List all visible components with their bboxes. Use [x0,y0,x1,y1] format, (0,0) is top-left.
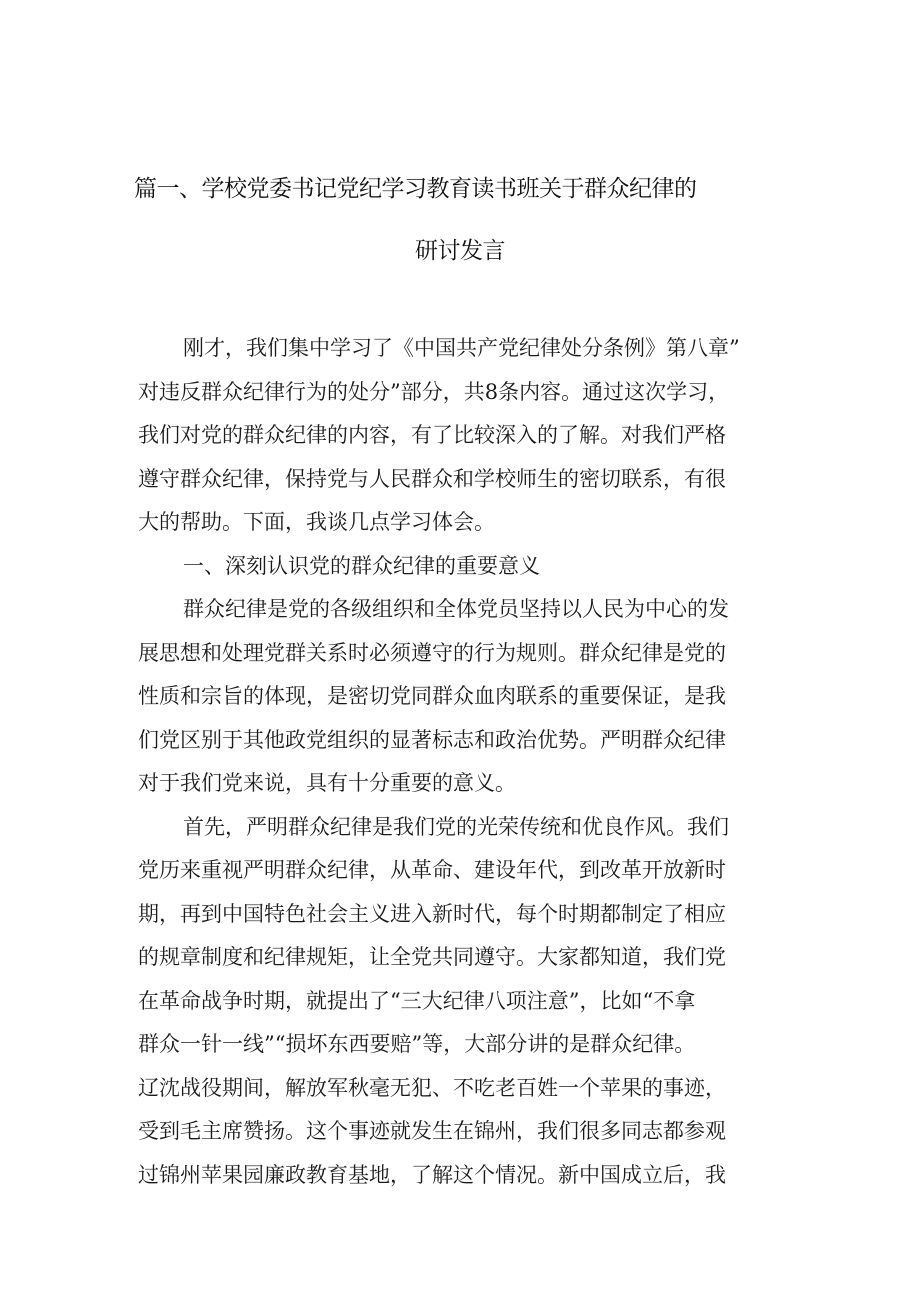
body-line: 刚才，我们集中学习了《中国共产党纪律处分条例》第八章” [183,336,740,360]
document-title-line-2: 研讨发言 [415,238,505,264]
body-line: 首先，严明群众纪律是我们党的光荣传统和优良作风。我们 [183,814,729,839]
body-line: 性质和宗旨的体现，是密切党同群众血肉联系的重要保证，是我 [138,684,726,708]
body-line: 大的帮助。下面，我谈几点学习体会。 [138,510,495,534]
body-line: 过锦州苹果园廉政教育基地，了解这个情况。新中国成立后，我 [138,1162,726,1187]
body-line: 群众一针一线”“损坏东西要赔”等，大部分讲的是群众纪律。 [138,1032,696,1056]
body-line: 受到毛主席赞扬。这个事迹就发生在锦州，我们很多同志都参观 [138,1119,726,1143]
section-heading: 一、深刻认识党的群众纪律的重要意义 [183,553,540,578]
body-line: 在革命战争时期，就提出了“三大纪律八项注意”，比如“不拿 [138,988,696,1013]
body-line: 辽沈战役期间，解放军秋毫无犯、不吃老百姓一个苹果的事迹， [138,1075,726,1100]
document-body [138,327,788,1197]
document-title-line-1: 篇一、学校党委书记党纪学习教育读书班关于群众纪律的 [134,176,697,202]
body-line: 遵守群众纪律，保持党与人民群众和学校师生的密切联系，有很 [138,466,726,491]
body-line: 期，再到中国特色社会主义进入新时代，每个时期都制定了相应 [138,901,726,926]
body-line: 对于我们党来说，具有十分重要的意义。 [138,771,516,795]
body-line: 群众纪律是党的各级组织和全体党员坚持以人民为中心的发 [183,597,729,621]
body-line: 展思想和处理党群关系时必须遵守的行为规则。群众纪律是党的 [138,640,726,665]
body-line: 的规章制度和纪律规矩，让全党共同遵守。大家都知道，我们党 [138,945,726,969]
body-line: 对违反群众纪律行为的处分”部分，共8条内容。通过这次学习， [138,379,730,404]
body-line: 我们对党的群众纪律的内容，有了比较深入的了解。对我们严格 [138,423,726,447]
body-line: 们党区别于其他政党组织的显著标志和政治优势。严明群众纪律 [138,727,726,752]
body-line: 党历来重视严明群众纪律，从革命、建设年代，到改革开放新时 [138,858,726,882]
